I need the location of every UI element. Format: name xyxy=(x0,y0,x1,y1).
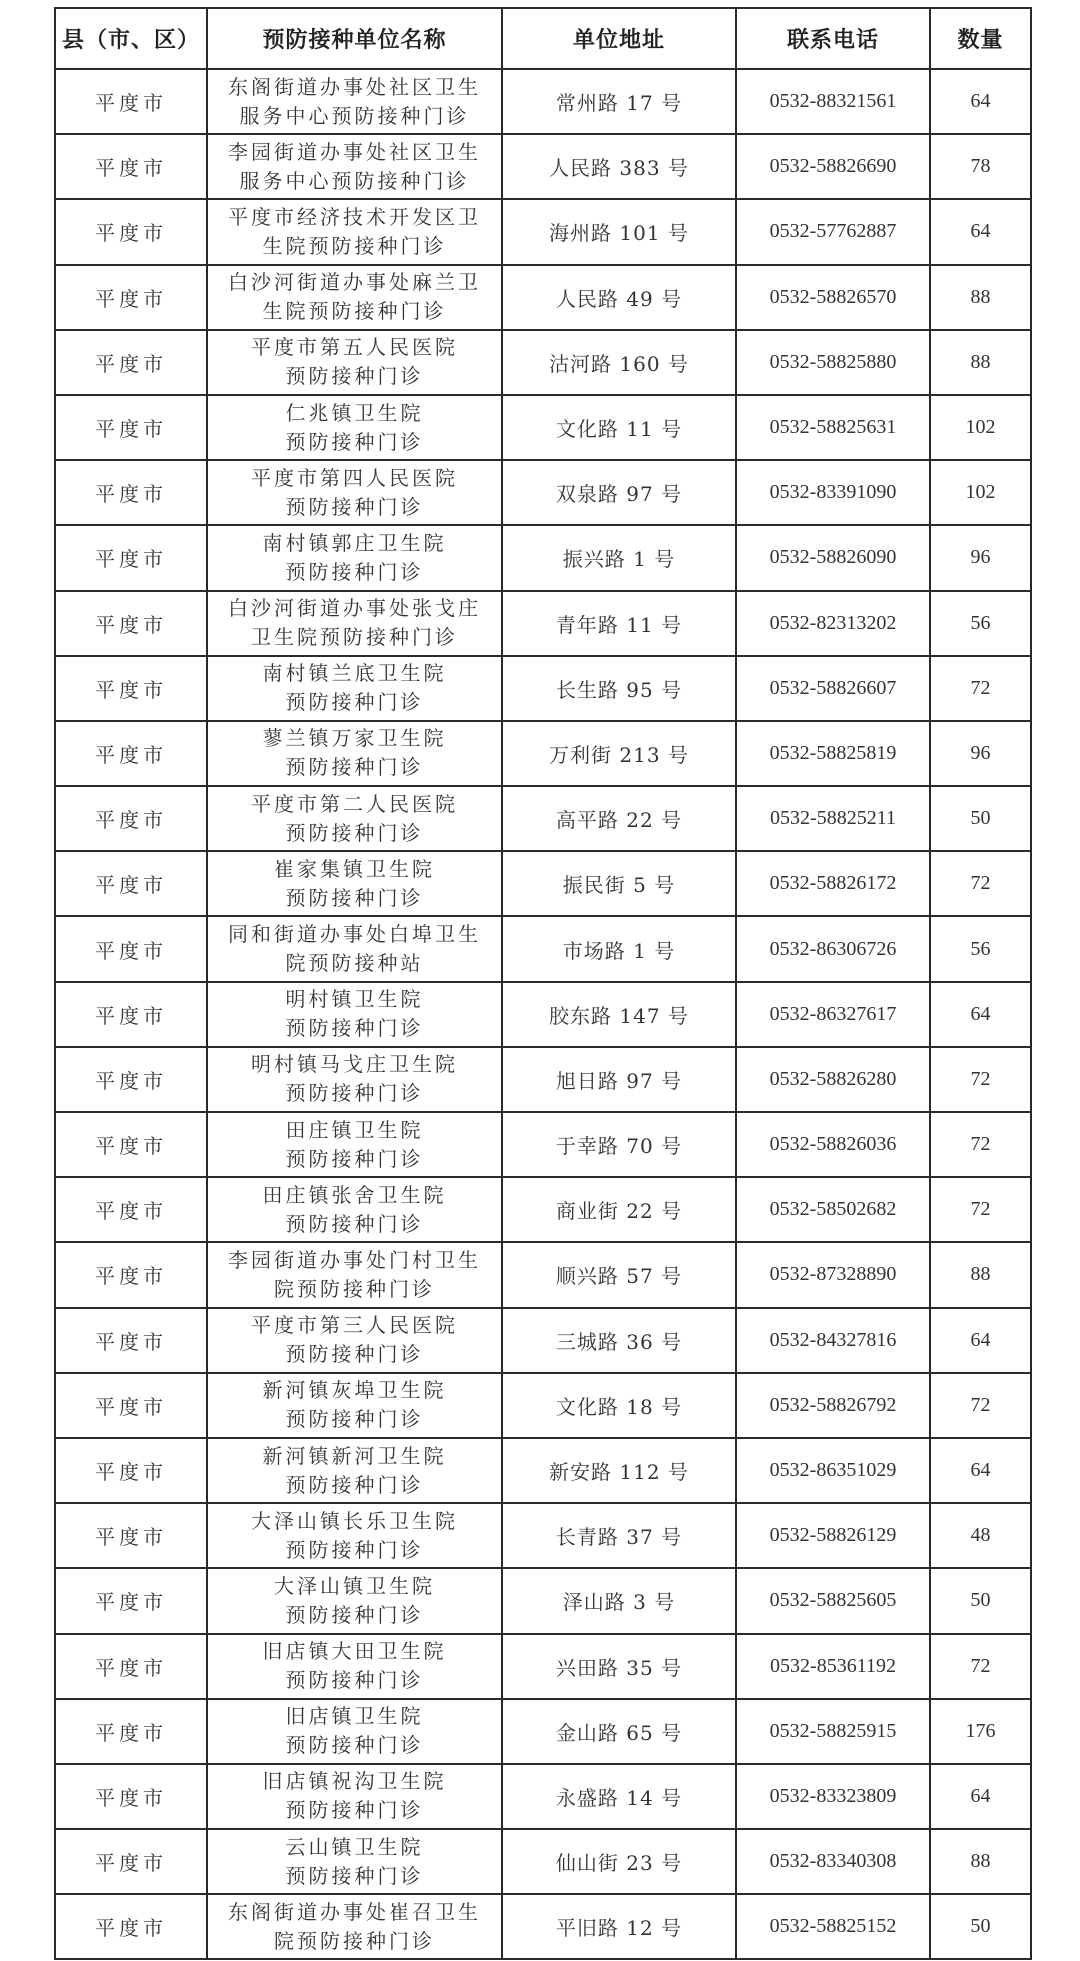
cell-address: 三城路 36 号 xyxy=(502,1308,736,1373)
unit-name-line-2: 预防接种门诊 xyxy=(285,1211,424,1236)
unit-name-line-2: 预防接种门诊 xyxy=(285,755,424,780)
table-body xyxy=(55,69,1031,1959)
unit-name-line-1: 新河镇新河卫生院 xyxy=(262,1443,447,1468)
cell-county: 平度市 xyxy=(55,1829,207,1894)
cell-address: 人民路 383 号 xyxy=(502,134,736,199)
cell-quantity: 88 xyxy=(930,265,1031,330)
cell-address: 于幸路 70 号 xyxy=(502,1112,736,1177)
cell-unit-name xyxy=(207,1634,502,1699)
cell-address: 胶东路 147 号 xyxy=(502,982,736,1047)
cell-address: 旭日路 97 号 xyxy=(502,1047,736,1112)
unit-name-line-1: 平度市第三人民医院 xyxy=(251,1313,458,1338)
table-row xyxy=(55,1699,1031,1764)
cell-unit-name xyxy=(207,1177,502,1242)
table-row xyxy=(55,460,1031,525)
cell-address: 泽山路 3 号 xyxy=(502,1568,736,1633)
cell-county: 平度市 xyxy=(55,265,207,330)
cell-address: 万利街 213 号 xyxy=(502,721,736,786)
unit-name-line-2: 服务中心预防接种门诊 xyxy=(239,103,470,128)
cell-county: 平度市 xyxy=(55,1047,207,1112)
unit-name-line-1: 南村镇兰底卫生院 xyxy=(262,661,447,686)
cell-county: 平度市 xyxy=(55,982,207,1047)
table-row xyxy=(55,1177,1031,1242)
unit-name-line-2: 预防接种门诊 xyxy=(285,1146,424,1171)
table-row xyxy=(55,1242,1031,1307)
unit-name-line-2: 预防接种门诊 xyxy=(285,1798,424,1823)
unit-name-line-1: 旧店镇卫生院 xyxy=(285,1704,424,1729)
cell-unit-name xyxy=(207,1699,502,1764)
unit-name-line-2: 预防接种门诊 xyxy=(285,820,424,845)
table-row xyxy=(55,1568,1031,1633)
cell-address: 青年路 11 号 xyxy=(502,591,736,656)
cell-address: 常州路 17 号 xyxy=(502,69,736,134)
cell-county: 平度市 xyxy=(55,1373,207,1438)
table-row xyxy=(55,851,1031,916)
unit-name-line-1: 李园街道办事处门村卫生 xyxy=(228,1247,481,1272)
table-row xyxy=(55,1047,1031,1112)
table-row xyxy=(55,525,1031,590)
unit-name-line-2: 预防接种门诊 xyxy=(285,1407,424,1432)
unit-name-line-1: 明村镇卫生院 xyxy=(285,987,424,1012)
cell-address: 海州路 101 号 xyxy=(502,199,736,264)
unit-name-line-2: 院预防接种门诊 xyxy=(274,1276,435,1301)
unit-name-line-1: 蓼兰镇万家卫生院 xyxy=(262,726,447,751)
unit-name-line-1: 云山镇卫生院 xyxy=(285,1834,424,1859)
cell-phone: 0532-57762887 xyxy=(736,199,930,264)
cell-phone: 0532-58826090 xyxy=(736,525,930,590)
cell-unit-name xyxy=(207,916,502,981)
cell-address: 文化路 18 号 xyxy=(502,1373,736,1438)
cell-county: 平度市 xyxy=(55,1308,207,1373)
cell-unit-name xyxy=(207,395,502,460)
cell-quantity: 72 xyxy=(930,1112,1031,1177)
cell-phone: 0532-83323809 xyxy=(736,1764,930,1829)
cell-unit-name xyxy=(207,851,502,916)
unit-name-line-1: 新河镇灰埠卫生院 xyxy=(262,1378,447,1403)
cell-phone: 0532-83340308 xyxy=(736,1829,930,1894)
cell-county: 平度市 xyxy=(55,656,207,721)
cell-county: 平度市 xyxy=(55,395,207,460)
cell-address: 双泉路 97 号 xyxy=(502,460,736,525)
cell-quantity: 64 xyxy=(930,199,1031,264)
cell-phone: 0532-86306726 xyxy=(736,916,930,981)
cell-address: 长青路 37 号 xyxy=(502,1503,736,1568)
header-phone: 联系电话 xyxy=(736,8,930,69)
cell-phone: 0532-87328890 xyxy=(736,1242,930,1307)
header-unit-name: 预防接种单位名称 xyxy=(207,8,502,69)
cell-unit-name xyxy=(207,982,502,1047)
cell-phone: 0532-85361192 xyxy=(736,1634,930,1699)
cell-phone: 0532-58825819 xyxy=(736,721,930,786)
header-county: 县（市、区） xyxy=(55,8,207,69)
unit-name-line-2: 预防接种门诊 xyxy=(285,1472,424,1497)
cell-county: 平度市 xyxy=(55,199,207,264)
cell-county: 平度市 xyxy=(55,916,207,981)
unit-name-line-2: 卫生院预防接种门诊 xyxy=(251,625,458,650)
cell-unit-name xyxy=(207,69,502,134)
unit-name-line-2: 预防接种门诊 xyxy=(285,559,424,584)
cell-phone: 0532-88321561 xyxy=(736,69,930,134)
unit-name-line-2: 院预防接种站 xyxy=(285,951,424,976)
cell-county: 平度市 xyxy=(55,1568,207,1633)
cell-address: 金山路 65 号 xyxy=(502,1699,736,1764)
cell-quantity: 88 xyxy=(930,1242,1031,1307)
cell-county: 平度市 xyxy=(55,1438,207,1503)
cell-county: 平度市 xyxy=(55,591,207,656)
cell-county: 平度市 xyxy=(55,851,207,916)
cell-quantity: 72 xyxy=(930,1177,1031,1242)
unit-name-line-2: 服务中心预防接种门诊 xyxy=(239,168,470,193)
unit-name-line-1: 东阁街道办事处社区卫生 xyxy=(228,74,481,99)
cell-quantity: 88 xyxy=(930,1829,1031,1894)
cell-unit-name xyxy=(207,1112,502,1177)
header-address: 单位地址 xyxy=(502,8,736,69)
cell-phone: 0532-84327816 xyxy=(736,1308,930,1373)
table-row xyxy=(55,982,1031,1047)
cell-unit-name xyxy=(207,1764,502,1829)
table-header xyxy=(55,8,1031,69)
unit-name-line-1: 东阁街道办事处崔召卫生 xyxy=(228,1899,481,1924)
table-row xyxy=(55,1634,1031,1699)
cell-unit-name xyxy=(207,786,502,851)
unit-name-line-2: 预防接种门诊 xyxy=(285,1342,424,1367)
cell-phone: 0532-58826129 xyxy=(736,1503,930,1568)
cell-unit-name xyxy=(207,1242,502,1307)
table-row xyxy=(55,591,1031,656)
cell-address: 兴田路 35 号 xyxy=(502,1634,736,1699)
cell-phone: 0532-58826607 xyxy=(736,656,930,721)
unit-name-line-1: 平度市第二人民医院 xyxy=(251,791,458,816)
unit-name-line-2: 预防接种门诊 xyxy=(285,1537,424,1562)
unit-name-line-1: 旧店镇祝沟卫生院 xyxy=(262,1769,447,1794)
table-row xyxy=(55,1112,1031,1177)
cell-phone: 0532-58826172 xyxy=(736,851,930,916)
header-row xyxy=(55,8,1031,69)
table-row xyxy=(55,1894,1031,1959)
cell-unit-name xyxy=(207,1438,502,1503)
cell-quantity: 64 xyxy=(930,69,1031,134)
cell-unit-name xyxy=(207,1047,502,1112)
cell-unit-name xyxy=(207,1373,502,1438)
unit-name-line-2: 预防接种门诊 xyxy=(285,494,424,519)
cell-quantity: 72 xyxy=(930,1373,1031,1438)
cell-phone: 0532-58826792 xyxy=(736,1373,930,1438)
vaccination-sites-table xyxy=(54,7,1032,1960)
cell-quantity: 64 xyxy=(930,982,1031,1047)
cell-quantity: 72 xyxy=(930,1634,1031,1699)
cell-quantity: 102 xyxy=(930,395,1031,460)
table-row xyxy=(55,265,1031,330)
cell-quantity: 64 xyxy=(930,1438,1031,1503)
table-row xyxy=(55,1308,1031,1373)
table-row xyxy=(55,199,1031,264)
cell-quantity: 50 xyxy=(930,786,1031,851)
unit-name-line-2: 生院预防接种门诊 xyxy=(262,299,447,324)
cell-address: 永盛路 14 号 xyxy=(502,1764,736,1829)
cell-phone: 0532-86351029 xyxy=(736,1438,930,1503)
cell-county: 平度市 xyxy=(55,1699,207,1764)
cell-phone: 0532-58825152 xyxy=(736,1894,930,1959)
unit-name-line-2: 院预防接种门诊 xyxy=(274,1928,435,1953)
cell-unit-name xyxy=(207,134,502,199)
cell-unit-name xyxy=(207,591,502,656)
cell-unit-name xyxy=(207,1894,502,1959)
unit-name-line-2: 预防接种门诊 xyxy=(285,1668,424,1693)
table-row xyxy=(55,1503,1031,1568)
cell-quantity: 48 xyxy=(930,1503,1031,1568)
cell-quantity: 88 xyxy=(930,330,1031,395)
cell-unit-name xyxy=(207,460,502,525)
unit-name-line-2: 预防接种门诊 xyxy=(285,364,424,389)
table-row xyxy=(55,1829,1031,1894)
cell-county: 平度市 xyxy=(55,1764,207,1829)
cell-phone: 0532-58825880 xyxy=(736,330,930,395)
cell-unit-name xyxy=(207,199,502,264)
unit-name-line-1: 旧店镇大田卫生院 xyxy=(262,1639,447,1664)
unit-name-line-1: 同和街道办事处白埠卫生 xyxy=(228,922,481,947)
unit-name-line-1: 田庄镇张舍卫生院 xyxy=(262,1182,447,1207)
cell-unit-name xyxy=(207,1829,502,1894)
cell-address: 商业街 22 号 xyxy=(502,1177,736,1242)
unit-name-line-1: 白沙河街道办事处张戈庄 xyxy=(228,596,481,621)
cell-phone: 0532-58826036 xyxy=(736,1112,930,1177)
table-row xyxy=(55,395,1031,460)
cell-phone: 0532-58826690 xyxy=(736,134,930,199)
table-row xyxy=(55,786,1031,851)
cell-unit-name xyxy=(207,1308,502,1373)
unit-name-line-1: 崔家集镇卫生院 xyxy=(274,856,435,881)
cell-unit-name xyxy=(207,1503,502,1568)
unit-name-line-1: 明村镇马戈庄卫生院 xyxy=(251,1052,458,1077)
cell-phone: 0532-58502682 xyxy=(736,1177,930,1242)
unit-name-line-2: 预防接种门诊 xyxy=(285,1602,424,1627)
cell-county: 平度市 xyxy=(55,1177,207,1242)
unit-name-line-2: 预防接种门诊 xyxy=(285,1016,424,1041)
cell-county: 平度市 xyxy=(55,1112,207,1177)
cell-unit-name xyxy=(207,721,502,786)
cell-quantity: 72 xyxy=(930,1047,1031,1112)
cell-quantity: 50 xyxy=(930,1894,1031,1959)
table-row xyxy=(55,1373,1031,1438)
cell-county: 平度市 xyxy=(55,134,207,199)
unit-name-line-2: 预防接种门诊 xyxy=(285,1863,424,1888)
cell-address: 振民街 5 号 xyxy=(502,851,736,916)
cell-phone: 0532-58826570 xyxy=(736,265,930,330)
unit-name-line-1: 平度市第四人民医院 xyxy=(251,465,458,490)
cell-unit-name xyxy=(207,330,502,395)
cell-county: 平度市 xyxy=(55,1634,207,1699)
cell-phone: 0532-83391090 xyxy=(736,460,930,525)
cell-county: 平度市 xyxy=(55,786,207,851)
cell-phone: 0532-58825211 xyxy=(736,786,930,851)
unit-name-line-1: 白沙河街道办事处麻兰卫 xyxy=(228,270,481,295)
cell-county: 平度市 xyxy=(55,460,207,525)
cell-county: 平度市 xyxy=(55,1242,207,1307)
cell-quantity: 176 xyxy=(930,1699,1031,1764)
cell-quantity: 96 xyxy=(930,721,1031,786)
unit-name-line-1: 李园街道办事处社区卫生 xyxy=(228,139,481,164)
cell-address: 人民路 49 号 xyxy=(502,265,736,330)
cell-quantity: 78 xyxy=(930,134,1031,199)
cell-address: 文化路 11 号 xyxy=(502,395,736,460)
cell-phone: 0532-86327617 xyxy=(736,982,930,1047)
cell-address: 仙山街 23 号 xyxy=(502,1829,736,1894)
cell-county: 平度市 xyxy=(55,1894,207,1959)
cell-county: 平度市 xyxy=(55,330,207,395)
table-row xyxy=(55,330,1031,395)
cell-address: 沽河路 160 号 xyxy=(502,330,736,395)
unit-name-line-2: 预防接种门诊 xyxy=(285,429,424,454)
unit-name-line-2: 预防接种门诊 xyxy=(285,885,424,910)
unit-name-line-2: 预防接种门诊 xyxy=(285,1733,424,1758)
cell-address: 新安路 112 号 xyxy=(502,1438,736,1503)
cell-phone: 0532-58825631 xyxy=(736,395,930,460)
cell-county: 平度市 xyxy=(55,721,207,786)
cell-address: 长生路 95 号 xyxy=(502,656,736,721)
cell-address: 市场路 1 号 xyxy=(502,916,736,981)
unit-name-line-1: 平度市经济技术开发区卫 xyxy=(228,204,481,229)
cell-unit-name xyxy=(207,1568,502,1633)
unit-name-line-2: 预防接种门诊 xyxy=(285,1081,424,1106)
table-row xyxy=(55,1438,1031,1503)
cell-quantity: 56 xyxy=(930,591,1031,656)
cell-address: 顺兴路 57 号 xyxy=(502,1242,736,1307)
cell-quantity: 72 xyxy=(930,656,1031,721)
cell-phone: 0532-58826280 xyxy=(736,1047,930,1112)
cell-phone: 0532-58825915 xyxy=(736,1699,930,1764)
cell-quantity: 102 xyxy=(930,460,1031,525)
table-row xyxy=(55,916,1031,981)
cell-unit-name xyxy=(207,525,502,590)
cell-quantity: 50 xyxy=(930,1568,1031,1633)
table-row xyxy=(55,1764,1031,1829)
cell-quantity: 64 xyxy=(930,1764,1031,1829)
cell-address: 高平路 22 号 xyxy=(502,786,736,851)
table-row xyxy=(55,134,1031,199)
cell-quantity: 72 xyxy=(930,851,1031,916)
cell-quantity: 96 xyxy=(930,525,1031,590)
table-row xyxy=(55,721,1031,786)
cell-county: 平度市 xyxy=(55,69,207,134)
unit-name-line-1: 南村镇郭庄卫生院 xyxy=(262,530,447,555)
table-row xyxy=(55,69,1031,134)
cell-quantity: 56 xyxy=(930,916,1031,981)
cell-address: 振兴路 1 号 xyxy=(502,525,736,590)
unit-name-line-1: 大泽山镇卫生院 xyxy=(274,1573,435,1598)
cell-phone: 0532-82313202 xyxy=(736,591,930,656)
cell-unit-name xyxy=(207,265,502,330)
cell-county: 平度市 xyxy=(55,1503,207,1568)
unit-name-line-1: 仁兆镇卫生院 xyxy=(285,400,424,425)
unit-name-line-2: 生院预防接种门诊 xyxy=(262,233,447,258)
cell-unit-name xyxy=(207,656,502,721)
cell-phone: 0532-58825605 xyxy=(736,1568,930,1633)
unit-name-line-1: 大泽山镇长乐卫生院 xyxy=(251,1508,458,1533)
unit-name-line-1: 田庄镇卫生院 xyxy=(285,1117,424,1142)
table-row xyxy=(55,656,1031,721)
cell-county: 平度市 xyxy=(55,525,207,590)
cell-quantity: 64 xyxy=(930,1308,1031,1373)
unit-name-line-1: 平度市第五人民医院 xyxy=(251,335,458,360)
header-quantity: 数量 xyxy=(930,8,1031,69)
cell-address: 平旧路 12 号 xyxy=(502,1894,736,1959)
unit-name-line-2: 预防接种门诊 xyxy=(285,690,424,715)
